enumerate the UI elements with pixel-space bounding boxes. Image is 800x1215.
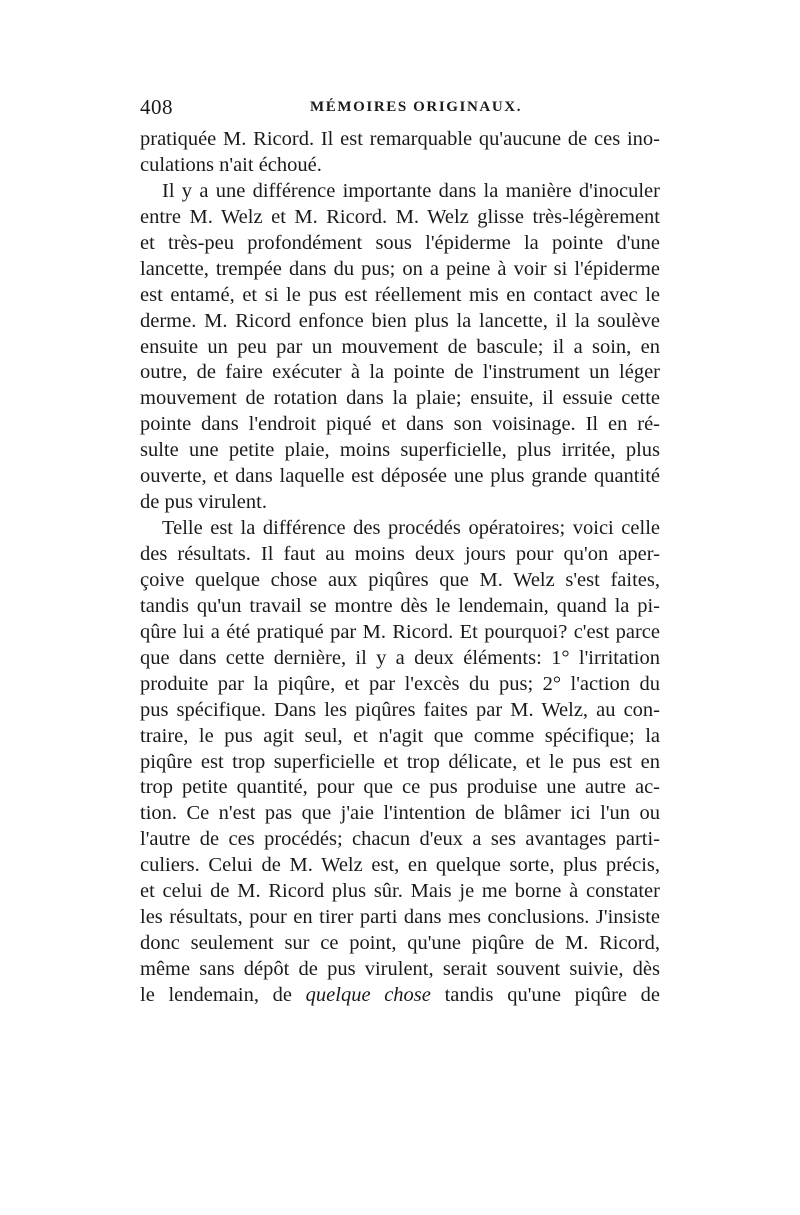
text-line: ensuite un peu par un mouvement de bascule; il a soin, en — [140, 335, 660, 358]
text-line: que dans cette dernière, il y a deux éléments: 1° l'irritation — [140, 646, 660, 669]
text-line: culiers. Celui de M. Welz est, en quelque sorte, plus précis, — [140, 854, 660, 877]
text-line: piqûre est trop superficielle et trop délicate, et le pus est en — [140, 750, 660, 773]
text-line: même sans dépôt de pus virulent, serait souvent suivie, dès — [140, 958, 660, 980]
running-head: MÉMOIRES ORIGINAUX. — [310, 99, 523, 115]
text-line: et celui de M. Ricord plus sûr. Mais je me borne à constater — [140, 880, 660, 903]
text-segment: le lendemain, de — [140, 983, 292, 1006]
text-line: mouvement de rotation dans la plaie; ensuite, il essuie cette — [140, 387, 660, 410]
text-line: pus spécifique. Dans les piqûres faites par M. Welz, au con- — [140, 698, 660, 721]
text-line: pointe dans l'endroit piqué et dans son voisinage. Il en ré- — [140, 413, 660, 436]
text-line: traire, le pus agit seul, et n'agit que comme spécifique; la — [140, 724, 660, 747]
text-line: Telle est la différence des procédés opératoires; voici celle — [162, 517, 660, 540]
body-text — [140, 127, 660, 1009]
text-line: qûre lui a été pratiqué par M. Ricord. Et pourquoi? c'est parce — [140, 620, 660, 643]
text-line: l'autre de ces procédés; chacun d'eux a ses avantages parti- — [140, 828, 660, 851]
text-line: derme. M. Ricord enfonce bien plus la lancette, il la soulève — [140, 309, 660, 332]
text-line: et très-peu profondément sous l'épiderme la pointe d'une — [140, 231, 660, 254]
page-number: 408 — [140, 95, 173, 119]
text-line: trop petite quantité, pour que ce pus produise une autre ac- — [140, 776, 660, 799]
text-line: produite par la piqûre, et par l'excès du pus; 2° l'action du — [140, 672, 660, 695]
text-line: tion. Ce n'est pas que j'aie l'intention de blâmer ici l'un ou — [140, 802, 660, 825]
page-header — [140, 95, 660, 125]
text-line: tandis qu'un travail se montre dès le lendemain, quand la pi- — [140, 594, 660, 617]
text-line: de pus virulent. — [140, 491, 267, 514]
italic-phrase: quelque chose — [305, 983, 431, 1006]
text-line: entre M. Welz et M. Ricord. M. Welz glisse très-légèrement — [140, 205, 660, 228]
text-line: culations n'ait échoué. — [140, 153, 322, 176]
text-line: des résultats. Il faut au moins deux jours pour qu'on aper- — [140, 543, 660, 565]
text-line: ouverte, et dans laquelle est déposée une plus grande quantité — [140, 465, 660, 488]
text-segment: tandis qu'une piqûre de — [444, 983, 660, 1006]
text-line-final — [140, 983, 660, 1009]
text-line: est entamé, et si le pus est réellement mis en contact avec le — [140, 283, 660, 306]
text-line: donc seulement sur ce point, qu'une piqûre de M. Ricord, — [140, 932, 660, 955]
text-line: les résultats, pour en tirer parti dans mes conclusions. J'insiste — [140, 906, 660, 929]
text-line: outre, de faire exécuter à la pointe de l'instrument un léger — [140, 361, 660, 384]
text-line: pratiquée M. Ricord. Il est remarquable qu'aucune de ces ino- — [140, 128, 660, 150]
text-line: çoive quelque chose aux piqûres que M. Welz s'est faites, — [140, 568, 660, 591]
text-line: lancette, trempée dans du pus; on a peine à voir si l'épiderme — [140, 257, 660, 280]
text-line: Il y a une différence importante dans la manière d'inoculer — [162, 179, 660, 202]
text-line: sulte une petite plaie, moins superficielle, plus irritée, plus — [140, 439, 660, 462]
